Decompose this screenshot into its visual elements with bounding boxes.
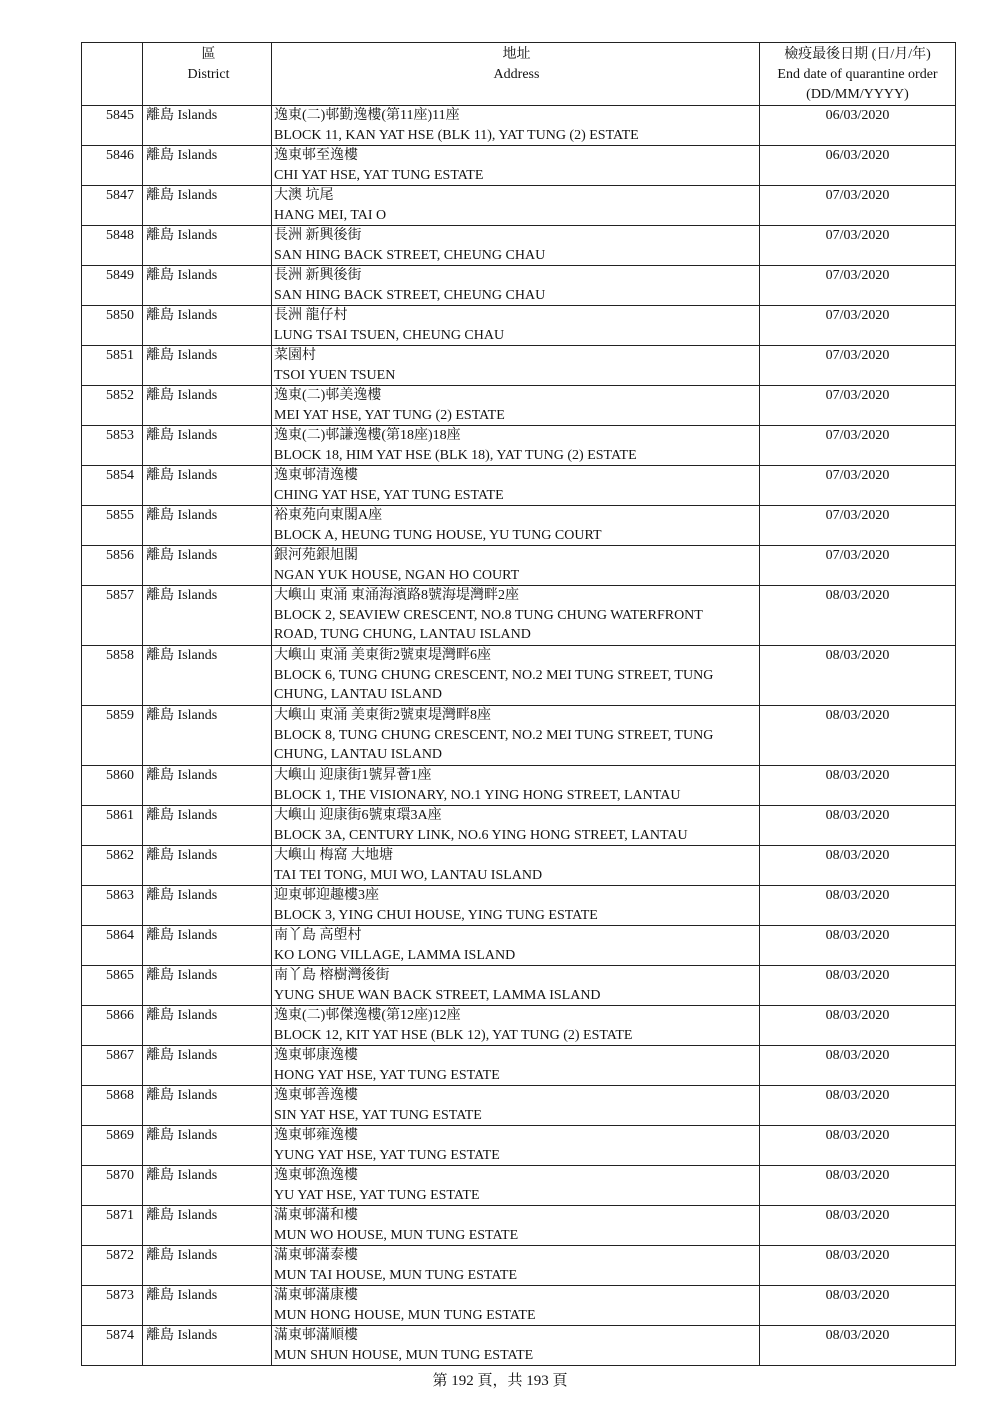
- row-address: [272, 386, 760, 426]
- header-number: [82, 43, 143, 106]
- row-address: [272, 1166, 760, 1206]
- table-row: [82, 146, 956, 186]
- row-district: 離島 Islands: [143, 926, 272, 966]
- table-row: [82, 846, 956, 886]
- row-address: [272, 546, 760, 586]
- table-row: [82, 1326, 956, 1366]
- row-address: [272, 466, 760, 506]
- row-address: [272, 1086, 760, 1126]
- table-row: [82, 1166, 956, 1206]
- row-end-date: 08/03/2020: [760, 1086, 956, 1126]
- row-district: 離島 Islands: [143, 346, 272, 386]
- row-number: 5868: [82, 1086, 143, 1126]
- row-end-date: 06/03/2020: [760, 146, 956, 186]
- row-end-date: 08/03/2020: [760, 1126, 956, 1166]
- row-address: [272, 106, 760, 146]
- row-end-date: 08/03/2020: [760, 766, 956, 806]
- row-address: [272, 766, 760, 806]
- row-number: 5850: [82, 306, 143, 346]
- address-english: HANG MEI, TAI O: [274, 207, 387, 223]
- row-number: 5854: [82, 466, 143, 506]
- address-english: BLOCK A, HEUNG TUNG HOUSE, YU TUNG COURT: [274, 527, 602, 543]
- row-end-date: 07/03/2020: [760, 386, 956, 426]
- row-number: 5852: [82, 386, 143, 426]
- table-row: [82, 1046, 956, 1086]
- address-english: TSOI YUEN TSUEN: [274, 367, 396, 383]
- row-address: [272, 1246, 760, 1286]
- address-english: SIN YAT HSE, YAT TUNG ESTATE: [274, 1107, 482, 1123]
- row-address: [272, 966, 760, 1006]
- address-chinese: 大嶼山 梅窩 大地塘: [274, 848, 393, 863]
- address-chinese: 南丫島 高塱村: [274, 928, 362, 943]
- address-english: BLOCK 11, KAN YAT HSE (BLK 11), YAT TUNG (2) ESTATE: [274, 127, 639, 143]
- row-end-date: 07/03/2020: [760, 186, 956, 226]
- row-end-date: 06/03/2020: [760, 106, 956, 146]
- row-number: 5860: [82, 766, 143, 806]
- table-row: [82, 226, 956, 266]
- row-address: [272, 846, 760, 886]
- address-english: MUN TAI HOUSE, MUN TUNG ESTATE: [274, 1267, 518, 1283]
- row-district: 離島 Islands: [143, 846, 272, 886]
- row-district: 離島 Islands: [143, 886, 272, 926]
- row-number: 5873: [82, 1286, 143, 1326]
- address-chinese: 逸東邨至逸樓: [274, 148, 358, 163]
- address-english: SAN HING BACK STREET, CHEUNG CHAU: [274, 247, 546, 263]
- row-district: 離島 Islands: [143, 1206, 272, 1246]
- row-district: 離島 Islands: [143, 766, 272, 806]
- address-english: CHUNG, LANTAU ISLAND: [274, 687, 443, 702]
- row-address: [272, 1046, 760, 1086]
- address-english: MEI YAT HSE, YAT TUNG (2) ESTATE: [274, 407, 505, 423]
- row-number: 5871: [82, 1206, 143, 1246]
- table-row: [82, 546, 956, 586]
- row-district: 離島 Islands: [143, 1006, 272, 1046]
- row-end-date: 08/03/2020: [760, 1206, 956, 1246]
- address-chinese: 大嶼山 東涌 美東街2號東堤灣畔6座: [274, 648, 491, 663]
- address-english: CHUNG, LANTAU ISLAND: [274, 747, 443, 762]
- row-address: [272, 1326, 760, 1366]
- address-chinese: 長洲 新興後街: [274, 268, 362, 283]
- header-district-zh: 區: [201, 47, 216, 62]
- row-address: [272, 506, 760, 546]
- table-row: [82, 766, 956, 806]
- row-end-date: 08/03/2020: [760, 926, 956, 966]
- address-english: MUN HONG HOUSE, MUN TUNG ESTATE: [274, 1307, 536, 1323]
- table-row: [82, 346, 956, 386]
- row-address: [272, 346, 760, 386]
- row-district: 離島 Islands: [143, 426, 272, 466]
- address-english: BLOCK 18, HIM YAT HSE (BLK 18), YAT TUNG (2) ESTATE: [274, 447, 637, 463]
- row-district: 離島 Islands: [143, 706, 272, 766]
- row-end-date: 07/03/2020: [760, 306, 956, 346]
- row-end-date: 07/03/2020: [760, 506, 956, 546]
- header-date-format: (DD/MM/YYYY): [806, 87, 909, 102]
- row-number: 5848: [82, 226, 143, 266]
- header-address-zh: 地址: [502, 47, 531, 62]
- page-footer: 第 192 頁，共 193 頁: [432, 1373, 568, 1389]
- address-chinese: 銀河苑銀旭閣: [274, 548, 358, 563]
- table-row: [82, 1006, 956, 1046]
- row-address: [272, 1206, 760, 1246]
- table-row: [82, 426, 956, 466]
- row-end-date: 07/03/2020: [760, 546, 956, 586]
- row-address: [272, 266, 760, 306]
- row-end-date: 08/03/2020: [760, 806, 956, 846]
- table-row: [82, 106, 956, 146]
- row-end-date: 07/03/2020: [760, 466, 956, 506]
- row-end-date: 08/03/2020: [760, 1006, 956, 1046]
- address-english: BLOCK 1, THE VISIONARY, NO.1 YING HONG STREET, LANTAU: [274, 787, 681, 803]
- row-number: 5867: [82, 1046, 143, 1086]
- table-row: [82, 466, 956, 506]
- table-row: [82, 1286, 956, 1326]
- address-chinese: 長洲 龍仔村: [274, 308, 348, 323]
- row-number: 5855: [82, 506, 143, 546]
- row-number: 5870: [82, 1166, 143, 1206]
- row-number: 5865: [82, 966, 143, 1006]
- row-address: [272, 586, 760, 646]
- address-english: CHI YAT HSE, YAT TUNG ESTATE: [274, 167, 484, 183]
- table-row: [82, 706, 956, 766]
- row-district: 離島 Islands: [143, 386, 272, 426]
- row-number: 5851: [82, 346, 143, 386]
- table-row: [82, 1086, 956, 1126]
- row-district: 離島 Islands: [143, 1046, 272, 1086]
- row-number: 5845: [82, 106, 143, 146]
- row-district: 離島 Islands: [143, 186, 272, 226]
- address-chinese: 滿東邨滿和樓: [274, 1208, 358, 1223]
- address-chinese: 逸東(二)邨美逸樓: [274, 388, 382, 403]
- row-number: 5866: [82, 1006, 143, 1046]
- row-district: 離島 Islands: [143, 306, 272, 346]
- address-english: BLOCK 6, TUNG CHUNG CRESCENT, NO.2 MEI TUNG STREET, TUNG: [274, 667, 714, 683]
- row-number: 5874: [82, 1326, 143, 1366]
- address-english: ROAD, TUNG CHUNG, LANTAU ISLAND: [274, 627, 531, 642]
- row-number: 5864: [82, 926, 143, 966]
- address-english: SAN HING BACK STREET, CHEUNG CHAU: [274, 287, 546, 303]
- address-chinese: 迎東邨迎趣樓3座: [274, 888, 379, 903]
- row-number: 5863: [82, 886, 143, 926]
- table-row: [82, 266, 956, 306]
- row-district: 離島 Islands: [143, 1166, 272, 1206]
- row-district: 離島 Islands: [143, 1086, 272, 1126]
- table-row: [82, 306, 956, 346]
- row-district: 離島 Islands: [143, 266, 272, 306]
- row-end-date: 07/03/2020: [760, 346, 956, 386]
- header-address-en: Address: [493, 67, 540, 82]
- address-english: MUN SHUN HOUSE, MUN TUNG ESTATE: [274, 1347, 534, 1363]
- row-end-date: 08/03/2020: [760, 1166, 956, 1206]
- header-address: [272, 43, 760, 106]
- address-chinese: 大嶼山 東涌 美東街2號東堤灣畔8座: [274, 708, 491, 723]
- address-chinese: 逸東邨雍逸樓: [274, 1128, 358, 1143]
- row-end-date: 08/03/2020: [760, 706, 956, 766]
- row-address: [272, 806, 760, 846]
- table-row: [82, 806, 956, 846]
- address-english: HONG YAT HSE, YAT TUNG ESTATE: [274, 1067, 500, 1083]
- address-chinese: 南丫島 榕樹灣後街: [274, 968, 390, 983]
- address-chinese: 滿東邨滿順樓: [274, 1328, 358, 1343]
- row-end-date: 08/03/2020: [760, 1246, 956, 1286]
- row-address: [272, 706, 760, 766]
- address-chinese: 大嶼山 迎康街6號東環3A座: [274, 808, 442, 823]
- table-body: [82, 106, 956, 1366]
- row-address: [272, 646, 760, 706]
- row-number: 5861: [82, 806, 143, 846]
- row-district: 離島 Islands: [143, 466, 272, 506]
- row-number: 5849: [82, 266, 143, 306]
- row-end-date: 07/03/2020: [760, 266, 956, 306]
- row-district: 離島 Islands: [143, 546, 272, 586]
- row-district: 離島 Islands: [143, 966, 272, 1006]
- header-district: [143, 43, 272, 106]
- address-chinese: 逸東邨康逸樓: [274, 1048, 358, 1063]
- address-english: BLOCK 8, TUNG CHUNG CRESCENT, NO.2 MEI TUNG STREET, TUNG: [274, 727, 714, 743]
- row-address: [272, 226, 760, 266]
- address-chinese: 滿東邨滿康樓: [274, 1288, 358, 1303]
- table-row: [82, 1126, 956, 1166]
- row-district: 離島 Islands: [143, 506, 272, 546]
- row-address: [272, 1006, 760, 1046]
- address-english: MUN WO HOUSE, MUN TUNG ESTATE: [274, 1227, 519, 1243]
- address-english: YUNG SHUE WAN BACK STREET, LAMMA ISLAND: [274, 987, 601, 1003]
- row-end-date: 08/03/2020: [760, 886, 956, 926]
- row-address: [272, 1126, 760, 1166]
- row-address: [272, 186, 760, 226]
- row-address: [272, 306, 760, 346]
- address-chinese: 逸東邨清逸樓: [274, 468, 358, 483]
- row-end-date: 07/03/2020: [760, 226, 956, 266]
- address-chinese: 逸東(二)邨謙逸樓(第18座)18座: [274, 428, 461, 443]
- address-chinese: 逸東(二)邨勤逸樓(第11座)11座: [274, 108, 460, 123]
- row-district: 離島 Islands: [143, 1286, 272, 1326]
- address-english: NGAN YUK HOUSE, NGAN HO COURT: [274, 567, 520, 583]
- header-date-en: End date of quarantine order: [777, 67, 938, 82]
- row-address: [272, 926, 760, 966]
- address-chinese: 逸東邨善逸樓: [274, 1088, 358, 1103]
- address-chinese: 滿東邨滿泰樓: [274, 1248, 358, 1263]
- row-district: 離島 Islands: [143, 586, 272, 646]
- table-row: [82, 646, 956, 706]
- address-chinese: 大嶼山 迎康街1號昇薈1座: [274, 768, 432, 783]
- table-row: [82, 586, 956, 646]
- row-district: 離島 Islands: [143, 226, 272, 266]
- row-end-date: 08/03/2020: [760, 966, 956, 1006]
- row-number: 5853: [82, 426, 143, 466]
- address-english: BLOCK 3, YING CHUI HOUSE, YING TUNG ESTATE: [274, 907, 598, 923]
- address-chinese: 菜園村: [274, 348, 316, 363]
- row-district: 離島 Islands: [143, 1246, 272, 1286]
- address-chinese: 大嶼山 東涌 東涌海濱路8號海堤灣畔2座: [274, 588, 519, 603]
- address-english: KO LONG VILLAGE, LAMMA ISLAND: [274, 947, 516, 963]
- address-english: CHING YAT HSE, YAT TUNG ESTATE: [274, 487, 504, 503]
- row-end-date: 08/03/2020: [760, 846, 956, 886]
- row-address: [272, 426, 760, 466]
- row-district: 離島 Islands: [143, 1326, 272, 1366]
- row-number: 5856: [82, 546, 143, 586]
- address-english: BLOCK 3A, CENTURY LINK, NO.6 YING HONG STREET, LANTAU: [274, 827, 688, 843]
- address-chinese: 逸東(二)邨傑逸樓(第12座)12座: [274, 1008, 461, 1023]
- row-number: 5857: [82, 586, 143, 646]
- row-number: 5862: [82, 846, 143, 886]
- address-chinese: 長洲 新興後街: [274, 228, 362, 243]
- address-chinese: 大澳 坑尾: [274, 188, 334, 203]
- row-end-date: 08/03/2020: [760, 646, 956, 706]
- quarantine-address-table: [81, 42, 956, 1366]
- address-chinese: 裕東苑向東閣A座: [274, 508, 383, 523]
- row-number: 5872: [82, 1246, 143, 1286]
- row-district: 離島 Islands: [143, 106, 272, 146]
- row-end-date: 08/03/2020: [760, 1046, 956, 1086]
- header-date: [760, 43, 956, 106]
- table-row: [82, 506, 956, 546]
- table-row: [82, 1206, 956, 1246]
- header-district-en: District: [187, 67, 230, 82]
- address-chinese: 逸東邨漁逸樓: [274, 1168, 358, 1183]
- table-row: [82, 966, 956, 1006]
- row-number: 5859: [82, 706, 143, 766]
- table-row: [82, 1246, 956, 1286]
- row-end-date: 07/03/2020: [760, 426, 956, 466]
- row-district: 離島 Islands: [143, 806, 272, 846]
- address-english: BLOCK 12, KIT YAT HSE (BLK 12), YAT TUNG (2) ESTATE: [274, 1027, 633, 1043]
- row-address: [272, 886, 760, 926]
- row-number: 5846: [82, 146, 143, 186]
- address-english: LUNG TSAI TSUEN, CHEUNG CHAU: [274, 327, 505, 343]
- row-district: 離島 Islands: [143, 646, 272, 706]
- address-english: TAI TEI TONG, MUI WO, LANTAU ISLAND: [274, 867, 543, 883]
- table-header-row: [82, 43, 956, 106]
- row-address: [272, 1286, 760, 1326]
- address-english: YUNG YAT HSE, YAT TUNG ESTATE: [274, 1147, 500, 1163]
- row-number: 5869: [82, 1126, 143, 1166]
- row-end-date: 08/03/2020: [760, 1326, 956, 1366]
- row-number: 5847: [82, 186, 143, 226]
- header-date-zh: 檢疫最後日期 (日/月/年): [784, 47, 931, 62]
- row-number: 5858: [82, 646, 143, 706]
- table-row: [82, 386, 956, 426]
- table-row: [82, 886, 956, 926]
- address-english: BLOCK 2, SEAVIEW CRESCENT, NO.8 TUNG CHUNG WATERFRONT: [274, 607, 703, 623]
- row-district: 離島 Islands: [143, 1126, 272, 1166]
- row-end-date: 08/03/2020: [760, 586, 956, 646]
- table-row: [82, 926, 956, 966]
- row-address: [272, 146, 760, 186]
- address-english: YU YAT HSE, YAT TUNG ESTATE: [274, 1187, 480, 1203]
- row-end-date: 08/03/2020: [760, 1286, 956, 1326]
- table-row: [82, 186, 956, 226]
- row-district: 離島 Islands: [143, 146, 272, 186]
